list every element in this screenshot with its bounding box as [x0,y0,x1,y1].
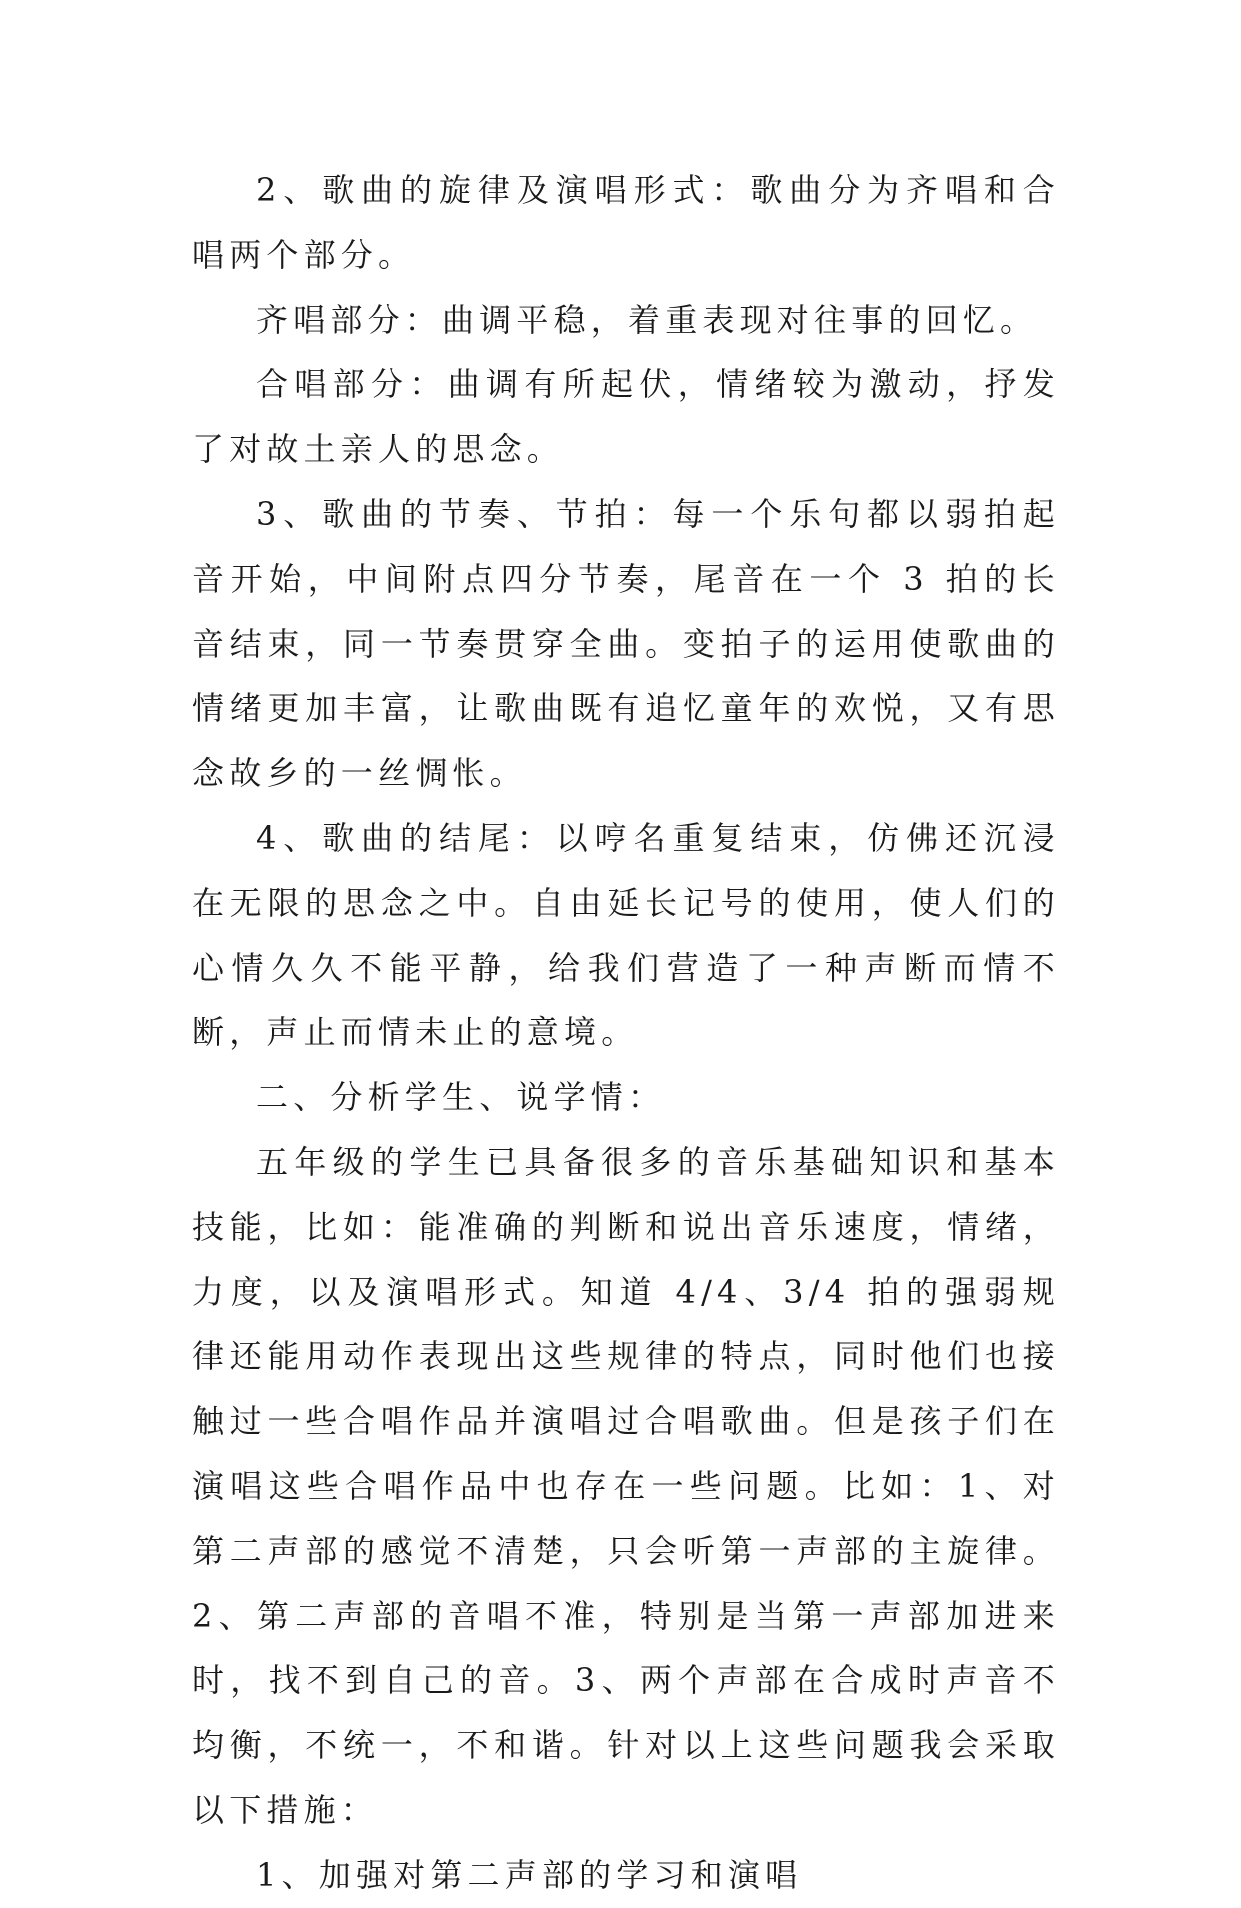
paragraph-unison-part: 齐唱部分：曲调平稳，着重表现对往事的回忆。 [256,300,1038,339]
paragraph-measure-1: 1、加强对第二声部的学习和演唱 [256,1855,803,1894]
document-body [192,158,1060,1908]
paragraph-song-ending: 4、歌曲的结尾：以哼名重复结束，仿佛还沉浸在无限的思念之中。自由延长记号的使用，使人们的心情久久不能平静，给我们营造了一种声断而情不断，声止而情未止的意境。 [192,818,1060,1052]
paragraph-rhythm-meter: 3、歌曲的节奏、节拍：每一个乐句都以弱拍起音开始，中间附点四分节奏，尾音在一个 3 拍的长音结束，同一节奏贯穿全曲。变拍子的运用使歌曲的情绪更加丰富，让歌曲既有追忆童年的欢悦，又有思念故乡的一丝惆怅。 [192,494,1060,793]
paragraph-student-situation: 五年级的学生已具备很多的音乐基础知识和基本技能，比如：能准确的判断和说出音乐速度，情绪，力度，以及演唱形式。知道 4/4、3/4 拍的强弱规律还能用动作表现出这些规律的特点，同时他们也接触过一些合唱作品并演唱过合唱歌曲。但是孩子们在演唱这些合唱作品中也存在一些问题。比如：1、对第二声部的感觉不清楚，只会听第一声部的主旋律。2、第二声部的音唱不准，特别是当第一声部加进来时，找不到自己的音。3、两个声部在合成时声音不均衡，不统一，不和谐。针对以上这些问题我会采取以下措施： [192,1142,1060,1829]
section-heading-student-analysis: 二、分析学生、说学情： [256,1078,666,1117]
paragraph-melody-form: 2、歌曲的旋律及演唱形式：歌曲分为齐唱和合唱两个部分。 [192,171,1060,274]
paragraph-chorus-part: 合唱部分：曲调有所起伏，情绪较为激动，抒发了对故土亲人的思念。 [192,365,1060,469]
